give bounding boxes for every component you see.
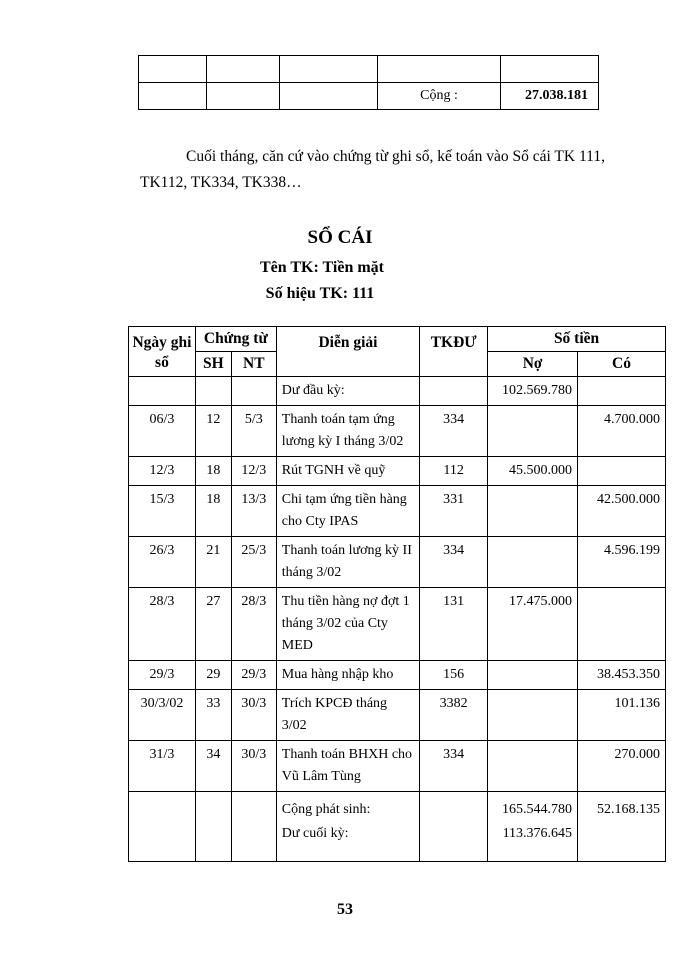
cell-sh: 34 bbox=[195, 741, 231, 792]
cell-credit: 42.500.000 bbox=[578, 486, 666, 537]
cell-desc: Chi tạm ứng tiền hàng cho Cty IPAS bbox=[276, 486, 419, 537]
cell-date: 26/3 bbox=[129, 537, 196, 588]
cell-tkdu: 156 bbox=[420, 661, 488, 690]
cell-date: 06/3 bbox=[129, 406, 196, 457]
table-row bbox=[129, 457, 666, 486]
cell-nt: 5/3 bbox=[231, 406, 276, 457]
cell-debit bbox=[488, 406, 578, 457]
table-row bbox=[129, 588, 666, 661]
cell-date: 12/3 bbox=[129, 457, 196, 486]
closing-label: Dư cuối kỳ: bbox=[281, 826, 349, 841]
table-row bbox=[129, 537, 666, 588]
table-row bbox=[129, 486, 666, 537]
cell-credit bbox=[578, 588, 666, 661]
cell-nt: 30/3 bbox=[231, 690, 276, 741]
cell-tkdu: 112 bbox=[420, 457, 488, 486]
arising-label: Cộng phát sinh: bbox=[281, 802, 371, 817]
cell-tkdu: 334 bbox=[420, 406, 488, 457]
cell-nt: 28/3 bbox=[231, 588, 276, 661]
account-name: Tên TK: Tiền mặt bbox=[259, 259, 385, 276]
table-row bbox=[129, 406, 666, 457]
opening-row bbox=[129, 377, 666, 406]
table-row bbox=[129, 741, 666, 792]
cell-sh: 33 bbox=[195, 690, 231, 741]
cell-credit: 4.596.199 bbox=[578, 537, 666, 588]
table-row bbox=[129, 661, 666, 690]
header-credit: Có bbox=[578, 352, 666, 377]
top-table bbox=[138, 55, 599, 110]
totals-row bbox=[129, 792, 666, 862]
header-debit: Nợ bbox=[488, 352, 578, 377]
cell-credit bbox=[578, 457, 666, 486]
cell-debit bbox=[488, 661, 578, 690]
cell-sh: 27 bbox=[195, 588, 231, 661]
cell-tkdu: 131 bbox=[420, 588, 488, 661]
cell-sh: 21 bbox=[195, 537, 231, 588]
cell-debit: 17.475.000 bbox=[488, 588, 578, 661]
header-date: Ngày ghi sổ bbox=[129, 327, 196, 377]
cell-nt: 25/3 bbox=[231, 537, 276, 588]
account-number: Số hiệu TK: 111 bbox=[265, 285, 375, 302]
cell-tkdu: 3382 bbox=[420, 690, 488, 741]
table-row bbox=[139, 56, 599, 83]
cell-date: 30/3/02 bbox=[129, 690, 196, 741]
opening-debit: 102.569.780 bbox=[488, 377, 578, 406]
header-description: Diễn giải bbox=[276, 327, 419, 377]
header-amount: Số tiền bbox=[488, 327, 666, 352]
cell-credit: 270.000 bbox=[578, 741, 666, 792]
cell-tkdu: 334 bbox=[420, 741, 488, 792]
total-label: Cộng : bbox=[378, 83, 501, 110]
cell-desc: Rút TGNH về quỹ bbox=[276, 457, 419, 486]
cell-sh: 29 bbox=[195, 661, 231, 690]
cell-debit: 45.500.000 bbox=[488, 457, 578, 486]
cell-credit: 38.453.350 bbox=[578, 661, 666, 690]
table-row bbox=[129, 690, 666, 741]
cell-debit bbox=[488, 741, 578, 792]
header-tkdu: TKĐƯ bbox=[420, 327, 488, 377]
cell-desc: Thu tiền hàng nợ đợt 1 tháng 3/02 của Cty MED bbox=[276, 588, 419, 661]
cell-date: 28/3 bbox=[129, 588, 196, 661]
closing-debit: 113.376.645 bbox=[502, 826, 573, 841]
cell-sh: 18 bbox=[195, 457, 231, 486]
cell-credit: 4.700.000 bbox=[578, 406, 666, 457]
cell-debit bbox=[488, 537, 578, 588]
cell-debit bbox=[488, 486, 578, 537]
cell-date: 31/3 bbox=[129, 741, 196, 792]
cell-tkdu: 334 bbox=[420, 537, 488, 588]
cell-debit bbox=[488, 690, 578, 741]
ledger-table bbox=[128, 326, 666, 862]
cell-date: 29/3 bbox=[129, 661, 196, 690]
cell-desc: Thanh toán BHXH cho Vũ Lâm Tùng bbox=[276, 741, 419, 792]
cell-nt: 13/3 bbox=[231, 486, 276, 537]
header-voucher: Chứng từ bbox=[195, 327, 276, 352]
cell-nt: 30/3 bbox=[231, 741, 276, 792]
cell-nt: 29/3 bbox=[231, 661, 276, 690]
header-nt: NT bbox=[231, 352, 276, 377]
arising-credit: 52.168.135 bbox=[597, 802, 660, 817]
cell-desc: Mua hàng nhập kho bbox=[276, 661, 419, 690]
table-header-row bbox=[129, 327, 666, 352]
cell-desc: Thanh toán tạm ứng lương kỳ I tháng 3/02 bbox=[276, 406, 419, 457]
header-sh: SH bbox=[195, 352, 231, 377]
total-value: 27.038.181 bbox=[501, 83, 599, 110]
arising-debit: 165.544.780 bbox=[502, 802, 573, 817]
cell-tkdu: 331 bbox=[420, 486, 488, 537]
cell-sh: 12 bbox=[195, 406, 231, 457]
cell-desc: Thanh toán lương kỳ II tháng 3/02 bbox=[276, 537, 419, 588]
ledger-title: SỔ CÁI bbox=[307, 227, 373, 248]
table-row bbox=[139, 83, 599, 110]
intro-paragraph: Cuối tháng, căn cứ vào chứng từ ghi sổ, kế toán vào Sổ cái TK 111, TK112, TK334, TK338… bbox=[140, 148, 605, 191]
cell-sh: 18 bbox=[195, 486, 231, 537]
cell-credit: 101.136 bbox=[578, 690, 666, 741]
cell-date: 15/3 bbox=[129, 486, 196, 537]
page-number: 53 bbox=[337, 901, 353, 918]
cell-desc: Trích KPCĐ tháng 3/02 bbox=[276, 690, 419, 741]
cell-nt: 12/3 bbox=[231, 457, 276, 486]
opening-label: Dư đầu kỳ: bbox=[276, 377, 419, 406]
